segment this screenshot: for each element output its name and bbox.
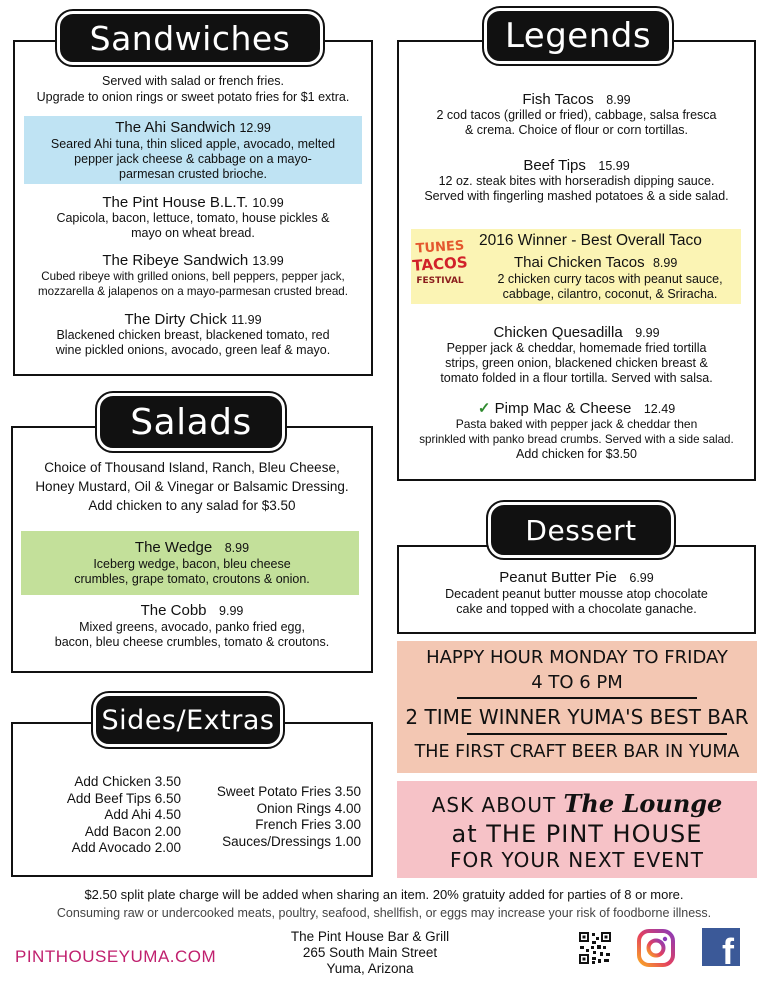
business-name: The Pint House Bar & Grill bbox=[290, 929, 450, 944]
happy-hour-time: 4 TO 6 PM bbox=[531, 672, 623, 693]
item-desc: mozzarella & jalapenos on a mayo-parmesan crusted bread. bbox=[38, 285, 348, 298]
item-name: The Dirty Chick bbox=[124, 311, 227, 328]
raw-food-warning: Consuming raw or undercooked meats, poultry, seafood, shellfish, or eggs may increase your risk of foodborne illness. bbox=[56, 906, 712, 920]
item-name: Beef Tips bbox=[523, 157, 586, 174]
sandwiches-heading: Sandwiches bbox=[57, 11, 323, 65]
legends-section bbox=[397, 40, 756, 481]
item-name: The Cobb bbox=[140, 602, 207, 619]
item-desc: Seared Ahi tuna, thin sliced apple, avocado, melted bbox=[50, 137, 336, 151]
item-price: 9.99 bbox=[219, 604, 244, 618]
facebook-icon[interactable] bbox=[702, 928, 740, 972]
item-price: 8.99 bbox=[652, 256, 678, 270]
lounge-banner bbox=[397, 781, 757, 878]
qr-code-icon[interactable] bbox=[578, 931, 612, 965]
ask-about-text: ASK ABOUT bbox=[431, 793, 557, 817]
item-name: Thai Chicken Tacos bbox=[514, 254, 645, 271]
item-desc: strips, green onion, blackened chicken breast & bbox=[445, 356, 708, 370]
website-link[interactable]: PINTHOUSEYUMA.COM bbox=[15, 947, 217, 966]
street-address: 265 South Main Street bbox=[302, 945, 438, 960]
side-item: Add Ahi 4.50 bbox=[104, 807, 181, 822]
item-desc: Blackened chicken breast, blackened tomato, red bbox=[56, 328, 330, 342]
item-desc: 2 chicken curry tacos with peanut sauce, bbox=[497, 272, 723, 286]
item-desc: tomato folded in a flour tortilla. Served with salsa. bbox=[440, 371, 713, 385]
salads-intro-2: Honey Mustard, Oil & Vinegar or Balsamic Dressing. bbox=[35, 479, 349, 494]
item-name: The Ahi Sandwich bbox=[115, 119, 236, 136]
side-item: Add Beef Tips 6.50 bbox=[66, 790, 181, 806]
first-craft-beer-bar: THE FIRST CRAFT BEER BAR IN YUMA bbox=[414, 742, 740, 762]
tunes-tacos-festival-logo bbox=[411, 231, 469, 303]
sides-heading: Sides/Extras bbox=[93, 693, 283, 747]
item-name: The Wedge bbox=[134, 539, 213, 556]
menu-item-cobb bbox=[13, 602, 371, 620]
item-desc: wine pickled onions, avocado, green leaf & mayo. bbox=[55, 343, 331, 357]
side-item: Sweet Potato Fries 3.50 bbox=[216, 784, 361, 799]
salads-intro-1: Choice of Thousand Island, Ranch, Bleu Cheese, bbox=[44, 460, 340, 475]
menu-item-fish-tacos bbox=[399, 91, 754, 109]
menu-item-chicken-quesadilla bbox=[399, 324, 754, 342]
item-price: 10.99 bbox=[252, 196, 284, 210]
item-desc: 12 oz. steak bites with horseradish dipping sauce. bbox=[438, 174, 715, 188]
item-price: 8.99 bbox=[224, 541, 250, 555]
item-desc: & crema. Choice of flour or corn tortillas. bbox=[465, 123, 688, 137]
item-desc: Served with fingerling mashed potatoes & a side salad. bbox=[424, 189, 729, 203]
item-price: 13.99 bbox=[252, 254, 284, 268]
item-price: 8.99 bbox=[606, 93, 631, 107]
item-price: 12.99 bbox=[239, 121, 271, 135]
item-price: 6.99 bbox=[629, 571, 654, 585]
menu-item-dirty-chick bbox=[15, 311, 371, 329]
item-price: 15.99 bbox=[598, 159, 630, 173]
menu-item-peanut-butter-pie bbox=[399, 569, 754, 587]
side-item: French Fries 3.00 bbox=[255, 817, 361, 832]
item-name: Pimp Mac & Cheese bbox=[494, 400, 632, 417]
menu-item-thai-chicken-tacos bbox=[514, 254, 677, 271]
instagram-icon[interactable] bbox=[636, 928, 676, 968]
sandwiches-intro-1: Served with salad or french fries. bbox=[101, 74, 285, 88]
item-desc: sprinkled with panko bread crumbs. Served with a side salad. bbox=[419, 433, 734, 446]
logo-word: TACOS bbox=[411, 253, 469, 275]
sides-list-right bbox=[189, 784, 361, 850]
item-desc: crumbles, grape tomato, croutons & onion. bbox=[74, 572, 310, 586]
item-name: Fish Tacos bbox=[522, 91, 594, 108]
dessert-section bbox=[397, 545, 756, 634]
dessert-heading: Dessert bbox=[488, 502, 674, 558]
legends-heading: Legends bbox=[484, 8, 672, 64]
side-item: Add Avocado 2.00 bbox=[71, 840, 181, 855]
sandwiches-intro-2: Upgrade to onion rings or sweet potato fries for $1 extra. bbox=[36, 90, 350, 104]
item-name: The Ribeye Sandwich bbox=[102, 252, 249, 269]
item-desc: Iceberg wedge, bacon, bleu cheese bbox=[93, 557, 291, 571]
vegetarian-leaf-icon: ✓ bbox=[477, 400, 491, 417]
menu-item-ribeye bbox=[15, 252, 371, 270]
item-desc: mayo on wheat bread. bbox=[131, 226, 255, 240]
item-desc: Cubed ribeye with grilled onions, bell peppers, pepper jack, bbox=[41, 270, 345, 283]
item-desc: Mixed greens, avocado, panko fried egg, bbox=[79, 620, 305, 634]
happy-hour-days: HAPPY HOUR MONDAY TO FRIDAY bbox=[426, 647, 728, 668]
salads-heading: Salads bbox=[97, 393, 285, 451]
divider bbox=[467, 733, 727, 735]
item-price: 12.49 bbox=[643, 402, 676, 416]
lounge-line-1 bbox=[397, 789, 757, 818]
sandwiches-section bbox=[13, 40, 373, 376]
sides-list-left bbox=[33, 774, 181, 857]
facebook-letter: f bbox=[722, 931, 734, 972]
item-desc: cabbage, cilantro, coconut, & Sriracha. bbox=[502, 287, 718, 301]
split-plate-note: $2.50 split plate charge will be added when sharing an item. 20% gratuity added for parties of 8 or more. bbox=[84, 887, 684, 902]
menu-item-wedge bbox=[13, 539, 371, 557]
lounge-line-3: FOR YOUR NEXT EVENT bbox=[450, 848, 704, 872]
salads-section bbox=[11, 426, 373, 673]
address-block bbox=[250, 929, 490, 977]
item-desc: Decadent peanut butter mousse atop chocolate bbox=[445, 587, 708, 601]
item-price: 9.99 bbox=[635, 326, 660, 340]
happy-hour-banner bbox=[397, 641, 757, 773]
item-desc: bacon, bleu cheese crumbles, tomato & croutons. bbox=[54, 635, 330, 649]
item-name: The Pint House B.L.T. bbox=[102, 194, 249, 211]
salads-intro-3: Add chicken to any salad for $3.50 bbox=[88, 498, 296, 513]
item-price: 11.99 bbox=[231, 313, 262, 327]
divider bbox=[457, 697, 697, 699]
item-desc: cake and topped with a chocolate ganache. bbox=[456, 602, 697, 616]
logo-word: TUNES bbox=[415, 238, 465, 257]
menu-item-ahi-sandwich bbox=[15, 119, 371, 137]
item-desc: parmesan crusted brioche. bbox=[119, 167, 267, 181]
item-name: Chicken Quesadilla bbox=[493, 324, 623, 341]
item-desc: pepper jack cheese & cabbage on a mayo- bbox=[74, 152, 312, 166]
item-desc: Add chicken for $3.50 bbox=[516, 447, 637, 461]
side-item: Add Bacon 2.00 bbox=[84, 823, 181, 839]
logo-word: FESTIVAL bbox=[416, 276, 464, 286]
menu-item-blt bbox=[15, 194, 371, 212]
menu-item-beef-tips bbox=[399, 157, 754, 175]
city-state: Yuma, Arizona bbox=[326, 961, 414, 976]
the-lounge-script: The Lounge bbox=[563, 789, 723, 818]
item-name: Peanut Butter Pie bbox=[499, 569, 617, 586]
best-bar-award: 2 TIME WINNER YUMA'S BEST BAR bbox=[405, 705, 749, 729]
menu-item-pimp-mac bbox=[399, 400, 754, 418]
thai-award: 2016 Winner - Best Overall Taco bbox=[479, 232, 702, 249]
item-desc: Pasta baked with pepper jack & cheddar then bbox=[455, 417, 698, 431]
side-item: Onion Rings 4.00 bbox=[256, 800, 361, 816]
item-desc: Capicola, bacon, lettuce, tomato, house pickles & bbox=[56, 211, 330, 225]
side-item: Add Chicken 3.50 bbox=[74, 774, 181, 789]
lounge-line-2: at THE PINT HOUSE bbox=[451, 820, 703, 848]
item-desc: Pepper jack & cheddar, homemade fried tortilla bbox=[446, 341, 707, 355]
item-desc: 2 cod tacos (grilled or fried), cabbage, salsa fresca bbox=[436, 108, 717, 122]
side-item: Sauces/Dressings 1.00 bbox=[222, 833, 361, 849]
